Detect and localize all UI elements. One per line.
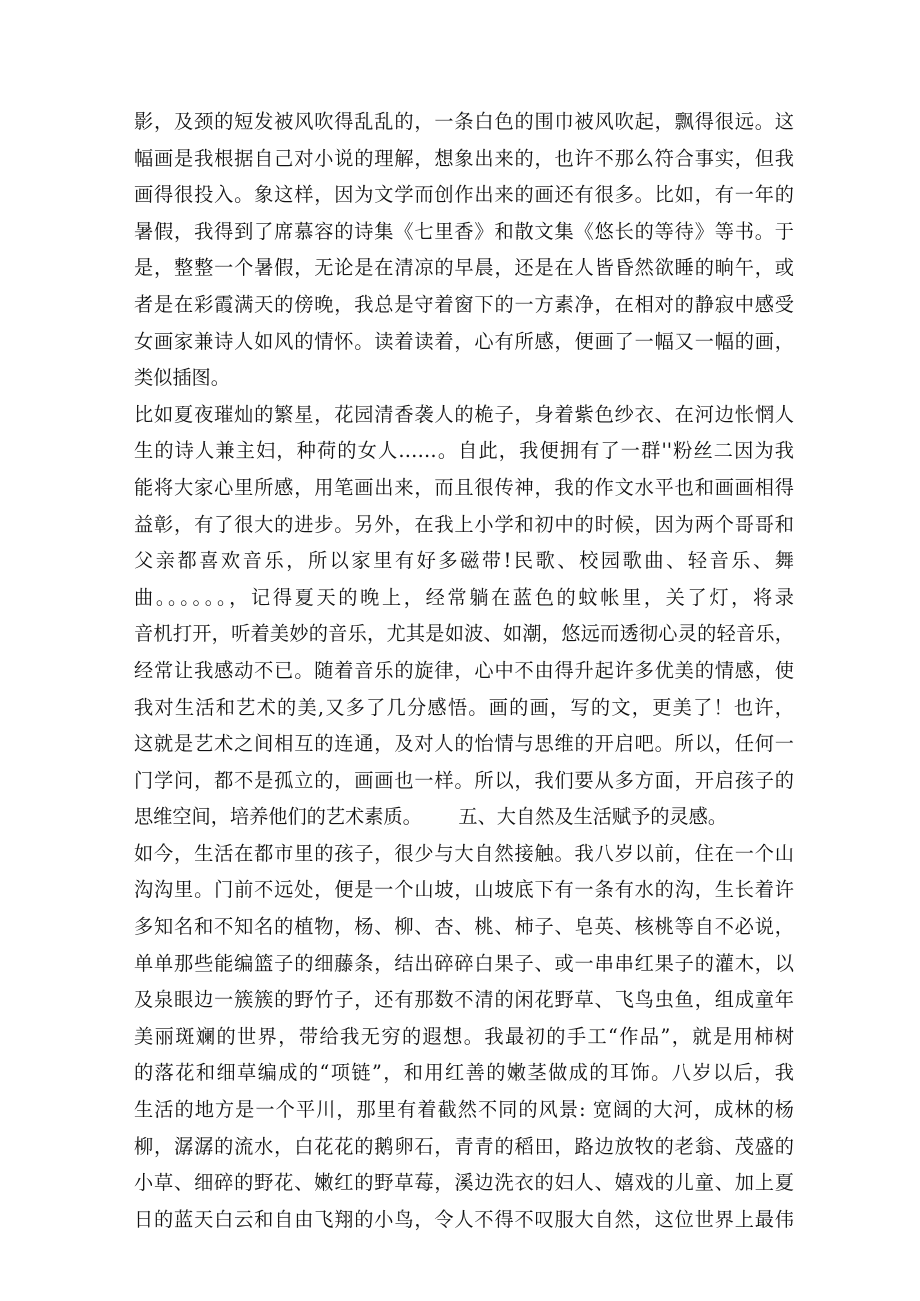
text-line: 沟沟里。门前不远处，便是一个山坡，山坡底下有一条有水的沟，生长着许 (134, 878, 794, 902)
text-line: 比如夏夜璀灿的繁星，花园清香袭人的桅子，身着紫色纱衣、在河边怅惘人 (134, 402, 794, 426)
text-line: 美丽斑斓的世界，带给我无穷的遐想。我最初的手工“作品”，就是用柿树 (134, 1024, 794, 1048)
text-line: 画得很投入。象这样，因为文学而创作出来的画还有很多。比如，有一年的 (134, 183, 794, 207)
text-line: 这就是艺术之间相互的连通，及对人的怡情与思维的开启吧。所以，任何一 (134, 732, 794, 756)
text-line: 柳，潺潺的流水，白花花的鹅卵石，青青的稻田，路边放牧的老翁、茂盛的 (134, 1134, 794, 1158)
text-line: 是，整整一个暑假，无论是在清凉的早晨，还是在人皆昏然欲睡的晌午，或 (134, 256, 794, 280)
text-line: 的落花和细草编成的“项链”，和用红善的嫩茎做成的耳饰。八岁以后，我 (134, 1061, 794, 1085)
text-line: 多知名和不知名的植物，杨、柳、杏、桃、柿子、皂英、核桃等自不必说， (134, 915, 794, 939)
text-line: 暑假，我得到了席慕容的诗集《七里香》和散文集《悠长的等待》等书。于 (134, 219, 794, 243)
text-line: 单单那些能编篮子的细藤条，结出碎碎白果子、或一串串红果子的灌木，以 (134, 951, 794, 975)
text-line: 生的诗人兼主妇，种荷的女人……。自此，我便拥有了一群''粉丝二因为我 (134, 439, 794, 463)
text-line: 女画家兼诗人如风的情怀。读着读着，心有所感，便画了一幅又一幅的画， (134, 329, 794, 353)
text-line: 生活的地方是一个平川，那里有着截然不同的风景: 宽阔的大河，成林的杨 (134, 1098, 794, 1122)
text-line: 音机打开，听着美妙的音乐，尤其是如波、如潮，悠远而透彻心灵的轻音乐， (134, 622, 794, 646)
text-line: 类似插图。 (134, 366, 230, 390)
text-line: 幅画是我根据自己对小说的理解，想象出来的，也许不那么符合事实，但我 (134, 146, 794, 170)
text-line: 父亲都喜欢音乐，所以家里有好多磁带!民歌、校园歌曲、轻音乐、舞 (134, 549, 794, 573)
text-line: 门学问，都不是孤立的，画画也一样。所以，我们要从多方面，开启孩子的 (134, 768, 794, 792)
text-line: 思维空间，培养他们的艺术素质。 五、大自然及生活赋予的灵感。 (134, 805, 728, 829)
text-line: 日的蓝天白云和自由飞翔的小鸟，令人不得不叹服大自然，这位世界上最伟 (134, 1207, 794, 1231)
text-line: 及泉眼边一簇簇的野竹子，还有那数不清的闲花野草、飞鸟虫鱼，组成童年 (134, 988, 794, 1012)
body-text (134, 104, 794, 1238)
text-line: 如今，生活在都市里的孩子，很少与大自然接触。我八岁以前，住在一个山 (134, 841, 794, 865)
text-line: 益彰，有了很大的进步。另外，在我上小学和初中的时候，因为两个哥哥和 (134, 512, 794, 536)
text-line: 者是在彩霞满天的傍晚，我总是守着窗下的一方素净，在相对的静寂中感受 (134, 292, 794, 316)
text-line: 影，及颈的短发被风吹得乱乱的，一条白色的围巾被风吹起，飘得很远。这 (134, 110, 794, 133)
text-line: 经常让我感动不已。随着音乐的旋律，心中不由得升起许多优美的情感，使 (134, 658, 794, 682)
text-line: 曲。。。。。。，记得夏天的晚上，经常躺在蓝色的蚊帐里，关了灯，将录 (134, 585, 794, 609)
text-line: 我对生活和艺术的美,又多了几分感悟。画的画，写的文，更美了！也许， (134, 695, 794, 719)
text-line: 能将大家心里所感，用笔画出来，而且很传神，我的作文水平也和画画相得 (134, 475, 794, 499)
text-line: 小草、细碎的野花、嫩红的野草莓，溪边洗衣的妇人、嬉戏的儿童、加上夏 (134, 1171, 794, 1195)
